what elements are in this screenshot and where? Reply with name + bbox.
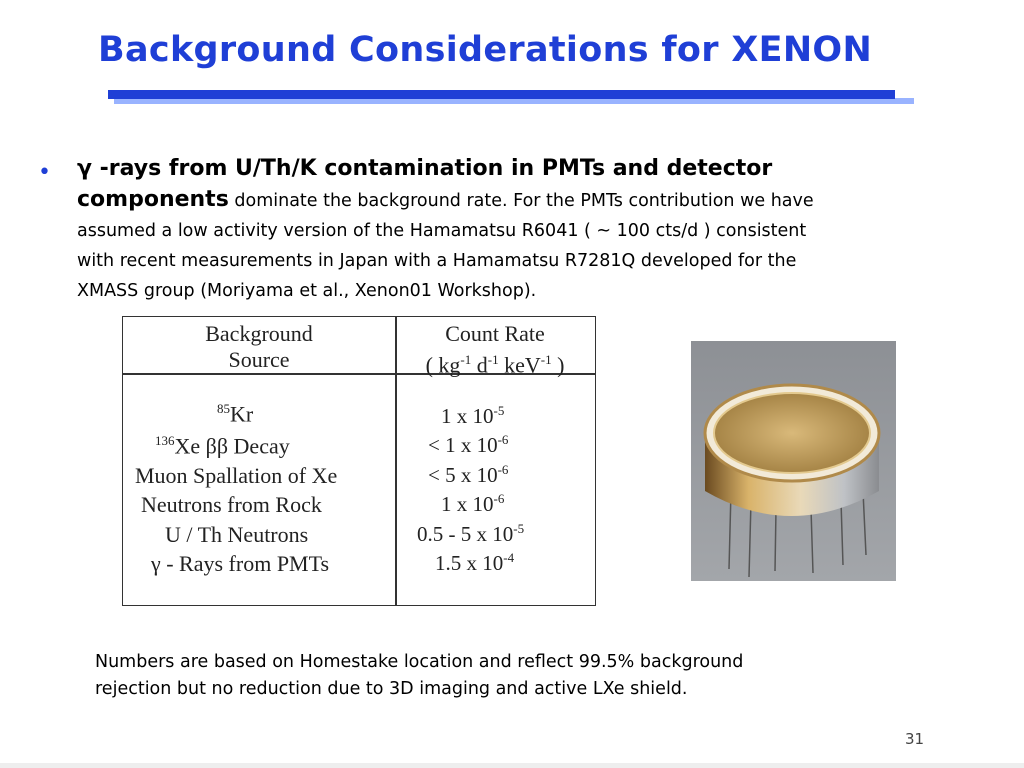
source-row-3: Muon Spallation of Xe bbox=[135, 463, 338, 488]
rate-value: < 5 x 10 bbox=[428, 463, 498, 487]
background-table bbox=[122, 316, 596, 606]
slide-number: 31 bbox=[905, 730, 925, 748]
rate-exponent: -6 bbox=[497, 432, 509, 447]
footnote-line-1: Numbers are based on Homestake location and reflect 99.5% background bbox=[95, 652, 744, 672]
pmt-illustration bbox=[691, 341, 896, 581]
rate-exponent: -5 bbox=[513, 521, 525, 536]
rate-value: 0.5 - 5 x 10 bbox=[417, 522, 514, 546]
rate-row-5 bbox=[417, 521, 524, 547]
source-label: Xe ββ Decay bbox=[174, 433, 290, 459]
header-source-line-1: Background bbox=[205, 321, 313, 346]
bullet-paragraph bbox=[77, 154, 957, 306]
rate-row-4 bbox=[441, 491, 504, 517]
rate-unit-d: d bbox=[471, 352, 488, 378]
bullet-line-2-rest: dominate the background rate. For the PMTs contribution we have bbox=[228, 191, 814, 211]
source-row-2 bbox=[155, 433, 290, 459]
rate-exponent: -4 bbox=[503, 550, 515, 565]
rate-value: 1.5 x 10 bbox=[435, 551, 504, 575]
source-isotope: 85 bbox=[217, 401, 230, 416]
bullet-bold-1: -rays from U/Th/K contamination in PMTs and detector bbox=[92, 156, 773, 181]
slide-title: Background Considerations for XENON bbox=[98, 30, 873, 70]
header-rate-line-1: Count Rate bbox=[445, 321, 545, 346]
bullet-line-1 bbox=[77, 154, 957, 185]
rate-value: 1 x 10 bbox=[441, 404, 494, 428]
header-source bbox=[123, 321, 395, 373]
header-source-line-2: Source bbox=[228, 347, 290, 372]
rate-row-3 bbox=[428, 462, 508, 488]
title-underline bbox=[108, 90, 895, 99]
rate-unit-exp: -1 bbox=[540, 352, 552, 367]
bullet-line-3: assumed a low activity version of the Hamamatsu R6041 ( ~ 100 cts/d ) consistent bbox=[77, 221, 807, 241]
source-row-6: γ - Rays from PMTs bbox=[151, 551, 330, 576]
bullet-bold-2: components bbox=[77, 187, 229, 212]
rate-unit-kev: keV bbox=[498, 352, 541, 378]
source-isotope: 136 bbox=[155, 433, 175, 448]
pmt-photo bbox=[691, 341, 896, 581]
source-row-1 bbox=[217, 401, 253, 427]
gamma-symbol: γ bbox=[77, 156, 92, 181]
rate-unit-kg: ( kg bbox=[425, 352, 461, 378]
rate-unit-exp: -1 bbox=[487, 352, 499, 367]
rate-row-2 bbox=[428, 432, 508, 458]
bullet-line-4: with recent measurements in Japan with a Hamamatsu R7281Q developed for the bbox=[77, 251, 797, 271]
bullet-line-2 bbox=[77, 185, 957, 216]
source-row-5: U / Th Neutrons bbox=[165, 522, 309, 547]
header-rate bbox=[395, 321, 595, 378]
rate-unit-close: ) bbox=[551, 352, 565, 378]
rate-row-1 bbox=[441, 403, 504, 429]
bullet-line-5: XMASS group (Moriyama et al., Xenon01 Workshop). bbox=[77, 281, 537, 301]
source-label: Kr bbox=[230, 401, 254, 427]
rate-row-6 bbox=[435, 550, 514, 576]
rate-value: < 1 x 10 bbox=[428, 433, 498, 457]
rate-unit-exp: -1 bbox=[460, 352, 472, 367]
rate-exponent: -6 bbox=[497, 462, 509, 477]
bullet-dot: • bbox=[38, 160, 51, 185]
rate-exponent: -6 bbox=[493, 491, 505, 506]
footnote bbox=[95, 649, 895, 703]
footnote-line-2: rejection but no reduction due to 3D imaging and active LXe shield. bbox=[95, 679, 688, 699]
header-rate-line-2 bbox=[395, 347, 595, 378]
bottom-border bbox=[0, 763, 1024, 768]
source-row-4: Neutrons from Rock bbox=[141, 492, 322, 517]
rate-value: 1 x 10 bbox=[441, 492, 494, 516]
rate-exponent: -5 bbox=[493, 403, 505, 418]
